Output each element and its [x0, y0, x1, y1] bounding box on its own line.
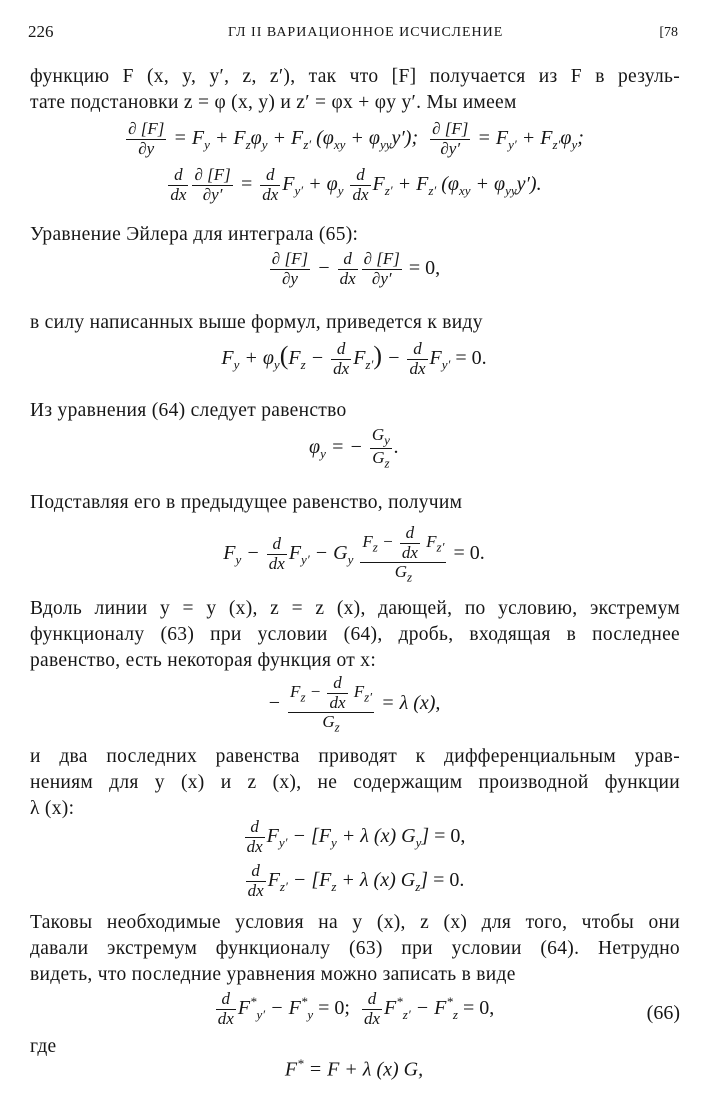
text-line: Вдоль линии y = y (x), z = z (x), дающей, по условию, экстремум: [30, 598, 680, 619]
equation-substituted: $F_y$ − $\frac{d}{dx}$ $F_{y'} - G_y$ $F_z$ − $\frac{d}{dx}$ $F_{z'}$ $G_z$ = 0.: [223, 523, 485, 585]
paragraph-6: [30, 596, 680, 674]
paragraph-3: [30, 310, 680, 336]
equation-system-2: $\frac{d}{dx}$ $F_{z'} - [F_z + \lambda$ (x) $G_z] = 0$.: [247, 861, 465, 900]
equation-reduced: $F_y + \varphi_y(F_z$ − $\frac{d}{dx}$ $F_{z'}$) − $\frac{d}{dx}$ $F_{y'} = 0$.: [221, 339, 487, 378]
text-line: Уравнение Эйлера для интеграла (65):: [30, 224, 359, 245]
equation-lambda: − $F_z$ − $\frac{d}{dx}$ $F_{z'}$ $G_z$ = λ (x),: [267, 673, 441, 735]
paragraph-2: [30, 222, 680, 248]
text-line: функционалу (63) при условии (64), дробь, входящая в последнее: [30, 624, 680, 645]
paragraph-4: [30, 398, 680, 424]
equation-number: (66): [646, 1002, 680, 1024]
text-line: где: [30, 1036, 57, 1057]
text-line: нениям для y (x) и z (x), не содержащим производной функции: [30, 772, 680, 793]
paragraph-5: [30, 490, 680, 516]
equation-phi-y: $\varphi_y$ = − $\frac{G_y}{G_z}$ .: [309, 425, 399, 471]
paragraph-7: [30, 744, 680, 822]
text-line: Таковы необходимые условия на y (x), z (x) для того, чтобы они: [30, 912, 680, 933]
text-line: равенство, есть некоторая функция от x:: [30, 650, 377, 671]
section-number: [78: [659, 25, 678, 40]
text-line: λ (x):: [30, 798, 75, 819]
text-line: и два последних равенства приводят к дифференциальным урав-: [30, 746, 680, 767]
equation-euler: $\frac{\partial [F]}{\partial y}$ − $\frac{d}{dx}$ $\frac{\partial [F]}{\partial y'}$ = 0,: [271, 249, 441, 288]
equation-system-1: $\frac{d}{dx}$ $F_{y'} - [F_y + \lambda$ (x) $G_y] = 0$,: [246, 817, 466, 856]
text-line: Подставляя его в предыдущее равенство, получим: [30, 492, 463, 513]
equation-66: $\frac{d}{dx}$ $F^*_{y'} - F^*_y = 0$; $\frac{d}{dx}$ $F^*_{z'} - F^*_z = 0$, (66): [217, 989, 680, 1028]
paragraph-1: [30, 64, 680, 116]
paragraph-8: [30, 910, 680, 988]
text-line: функцию F (x, y, y′, z, z′), так что [F] получается из F в резуль-: [30, 66, 680, 87]
page-header: [28, 22, 680, 46]
running-title: ГЛ II ВАРИАЦИОННОЕ ИСЧИСЛЕНИЕ: [228, 25, 504, 40]
text-line: Из уравнения (64) следует равенство: [30, 400, 347, 421]
equation-f-star: F* = F + λ (x) G,: [284, 1056, 424, 1081]
page-number: 226: [28, 22, 54, 41]
text-line: давали экстремум функционалу (63) при условии (64). Нетрудно: [30, 938, 680, 959]
text-line: видеть, что последние уравнения можно записать в виде: [30, 964, 516, 985]
text-line: тате подстановки z = φ (x, y) и z′ = φx + φy y′. Мы имеем: [30, 92, 517, 113]
equation-partial-derivatives: $\frac{\partial [F]}{\partial y}$ = $F_y + F_z\varphi_y + F_{z'}$ $(\varphi_{xy} + \varphi_{yy}y')$; $\frac{\partial [F]}{\partial y'}$ = $F_{y'} + F_{z'}\varphi_y$;: [128, 119, 584, 158]
equation-total-derivative: $\frac{d}{dx}$ $\frac{\partial [F]}{\partial y'}$ = $\frac{d}{dx}$ $F_{y'} + \varphi_y$ $\frac{d}{dx}$ $F_{z'} + F_{z'}$ $(\varphi_{xy} + \varphi_{yy}y')$.: [170, 165, 542, 204]
text-line: в силу написанных выше формул, приведется к виду: [30, 312, 483, 333]
